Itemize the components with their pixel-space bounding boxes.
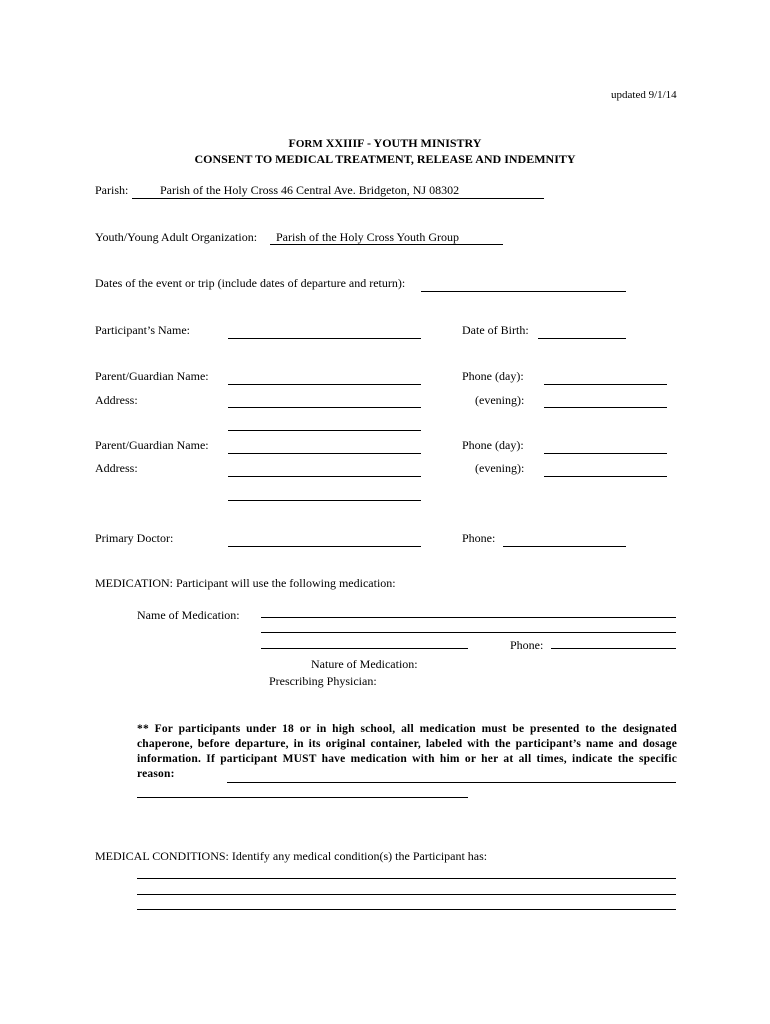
doctor-phone-field[interactable]	[503, 546, 626, 547]
form-title	[0, 136, 770, 151]
specific-reason-field[interactable]	[227, 782, 676, 783]
guardian1-phone-day-label: Phone (day):	[462, 369, 524, 383]
guardian1-address-field[interactable]	[228, 407, 421, 408]
medication-detail-field[interactable]	[261, 648, 468, 649]
guardian2-address-field-2[interactable]	[228, 500, 421, 501]
guardian1-address-field-2[interactable]	[228, 430, 421, 431]
medical-conditions-field-1[interactable]	[137, 878, 676, 879]
guardian1-name-label: Parent/Guardian Name:	[95, 369, 209, 383]
dates-label: Dates of the event or trip (include dates of departure and return):	[95, 276, 406, 290]
guardian2-phone-day-field[interactable]	[544, 453, 667, 454]
guardian2-evening-field[interactable]	[544, 476, 667, 477]
guardian1-evening-label: (evening):	[475, 393, 525, 407]
participant-name-field[interactable]	[228, 338, 421, 339]
guardian1-phone-day-field[interactable]	[544, 384, 667, 385]
medication-name-field[interactable]	[261, 617, 676, 618]
organization-label: Youth/Young Adult Organization:	[95, 230, 258, 244]
guardian2-address-field[interactable]	[228, 476, 421, 477]
primary-doctor-field[interactable]	[228, 546, 421, 547]
medication-name-field-2[interactable]	[261, 632, 676, 633]
parish-label: Parish:	[95, 183, 129, 197]
form-title-rest: XXIIIF - YOUTH MINISTRY	[322, 136, 482, 150]
guardian1-name-field[interactable]	[228, 384, 421, 385]
specific-reason-field-2[interactable]	[137, 797, 468, 798]
medication-phone-field[interactable]	[551, 648, 676, 649]
medication-policy-note: ** For participants under 18 or in high school, all medication must be presented to the designated chaperone, before departure, in its original container, labeled with the participant’s name and dosage information. If participant MUST have medication with him or her at all times, indicate the specific reason:	[137, 723, 677, 780]
medical-conditions-heading: MEDICAL CONDITIONS: Identify any medical condition(s) the Participant has:	[95, 849, 488, 863]
doctor-phone-label: Phone:	[462, 531, 496, 545]
guardian2-name-field[interactable]	[228, 453, 421, 454]
guardian1-address-label: Address:	[95, 393, 138, 407]
nature-of-medication-label: Nature of Medication:	[311, 657, 418, 671]
organization-value: Parish of the Holy Cross Youth Group	[276, 230, 460, 244]
guardian1-evening-field[interactable]	[544, 407, 667, 408]
guardian2-phone-day-label: Phone (day):	[462, 438, 524, 452]
guardian2-address-label: Address:	[95, 461, 138, 475]
form-subtitle: CONSENT TO MEDICAL TREATMENT, RELEASE AND INDEMNITY	[194, 152, 576, 166]
dates-field[interactable]	[421, 291, 626, 292]
primary-doctor-label: Primary Doctor:	[95, 531, 174, 545]
updated-date: updated 9/1/14	[611, 89, 677, 101]
organization-field[interactable]	[270, 244, 503, 245]
medical-conditions-field-3[interactable]	[137, 909, 676, 910]
medical-conditions-field-2[interactable]	[137, 894, 676, 895]
guardian2-name-label: Parent/Guardian Name:	[95, 438, 209, 452]
medication-name-label: Name of Medication:	[137, 608, 240, 622]
date-of-birth-field[interactable]	[538, 338, 626, 339]
medication-heading: MEDICATION: Participant will use the following medication:	[95, 576, 396, 590]
parish-field[interactable]	[132, 198, 544, 199]
date-of-birth-label: Date of Birth:	[462, 323, 529, 337]
form-title-prefix: F	[288, 136, 296, 150]
parish-value: Parish of the Holy Cross 46 Central Ave. Bridgeton, NJ 08302	[160, 183, 460, 197]
form-title-prefix-small: ORM	[295, 138, 323, 150]
participant-name-label: Participant’s Name:	[95, 323, 190, 337]
guardian2-evening-label: (evening):	[475, 461, 525, 475]
prescribing-physician-label: Prescribing Physician:	[269, 674, 377, 688]
medication-phone-label: Phone:	[510, 638, 544, 652]
